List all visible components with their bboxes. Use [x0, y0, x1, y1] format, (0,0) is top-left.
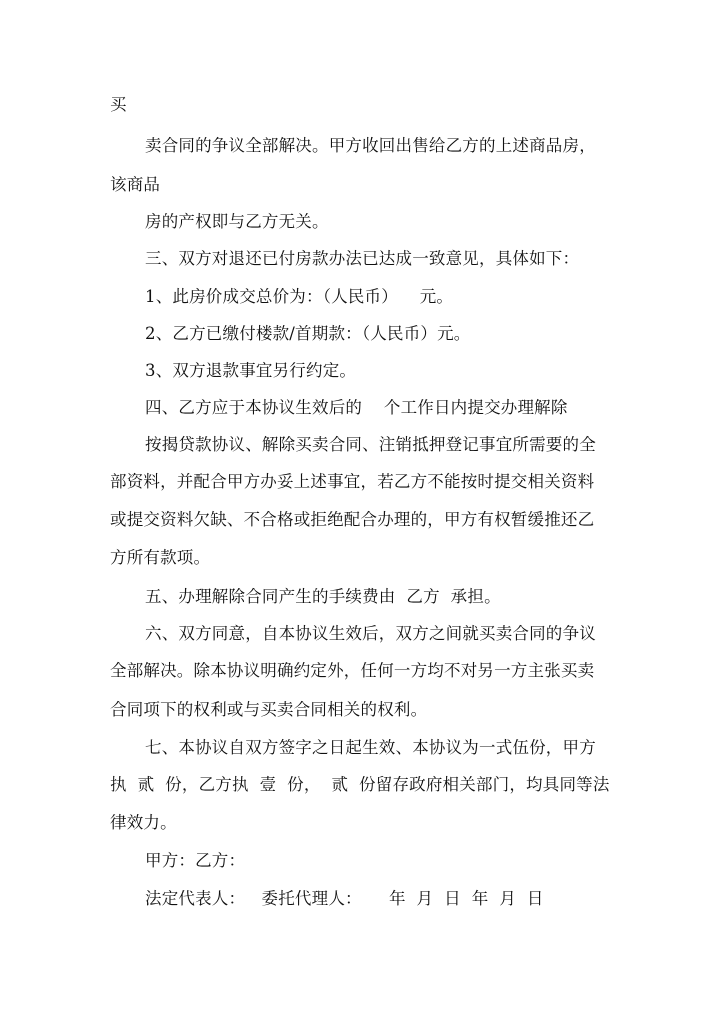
text-line: 按揭贷款协议、解除买卖合同、注销抵押登记事宜所需要的全	[145, 435, 596, 454]
text-line: 3、双方退款事宜另行约定。	[145, 361, 357, 380]
text-line: 房的产权即与乙方无关。	[145, 212, 329, 231]
text-line: 律效力。	[110, 813, 177, 832]
text-line: 1、此房价成交总价为：（人民币） 元。	[145, 287, 454, 306]
text-line: 五、办理解除合同产生的手续费由 乙方 承担。	[145, 587, 501, 606]
text-line: 六、双方同意，自本协议生效后，双方之间就买卖合同的争议	[145, 624, 596, 643]
text-line: 或提交资料欠缺、不合格或拒绝配合办理的，甲方有权暂缓推还乙	[110, 510, 595, 529]
text-line: 四、乙方应于本协议生效后的 个工作日内提交办理解除	[145, 398, 568, 417]
text-line: 三、双方对退还已付房款办法已达成一致意见，具体如下：	[145, 249, 580, 268]
text-line: 方所有款项。	[110, 548, 211, 567]
text-line: 部资料，并配合甲方办妥上述事宜，若乙方不能按时提交相关资料	[110, 472, 595, 491]
text-line: 合同项下的权利或与买卖合同相关的权利。	[110, 700, 428, 719]
text-line: 七、本协议自双方签字之日起生效、本协议为一式伍份，甲方	[145, 738, 596, 757]
text-line: 2、乙方已缴付楼款/首期款：（人民币）元。	[145, 324, 471, 343]
text-line: 该商品	[110, 175, 161, 194]
text-line: 卖合同的争议全部解决。甲方收回出售给乙方的上述商品房，	[145, 136, 596, 155]
text-line: 法定代表人： 委托代理人： 年 月 日 年 月 日	[145, 889, 544, 908]
text-line: 买	[110, 95, 127, 114]
text-line: 甲方：乙方：	[145, 851, 246, 870]
text-line: 执 贰 份，乙方执 壹 份， 贰 份留存政府相关部门，均具同等法	[110, 775, 610, 794]
text-line: 全部解决。除本协议明确约定外，任何一方均不对另一方主张买卖	[110, 661, 595, 680]
